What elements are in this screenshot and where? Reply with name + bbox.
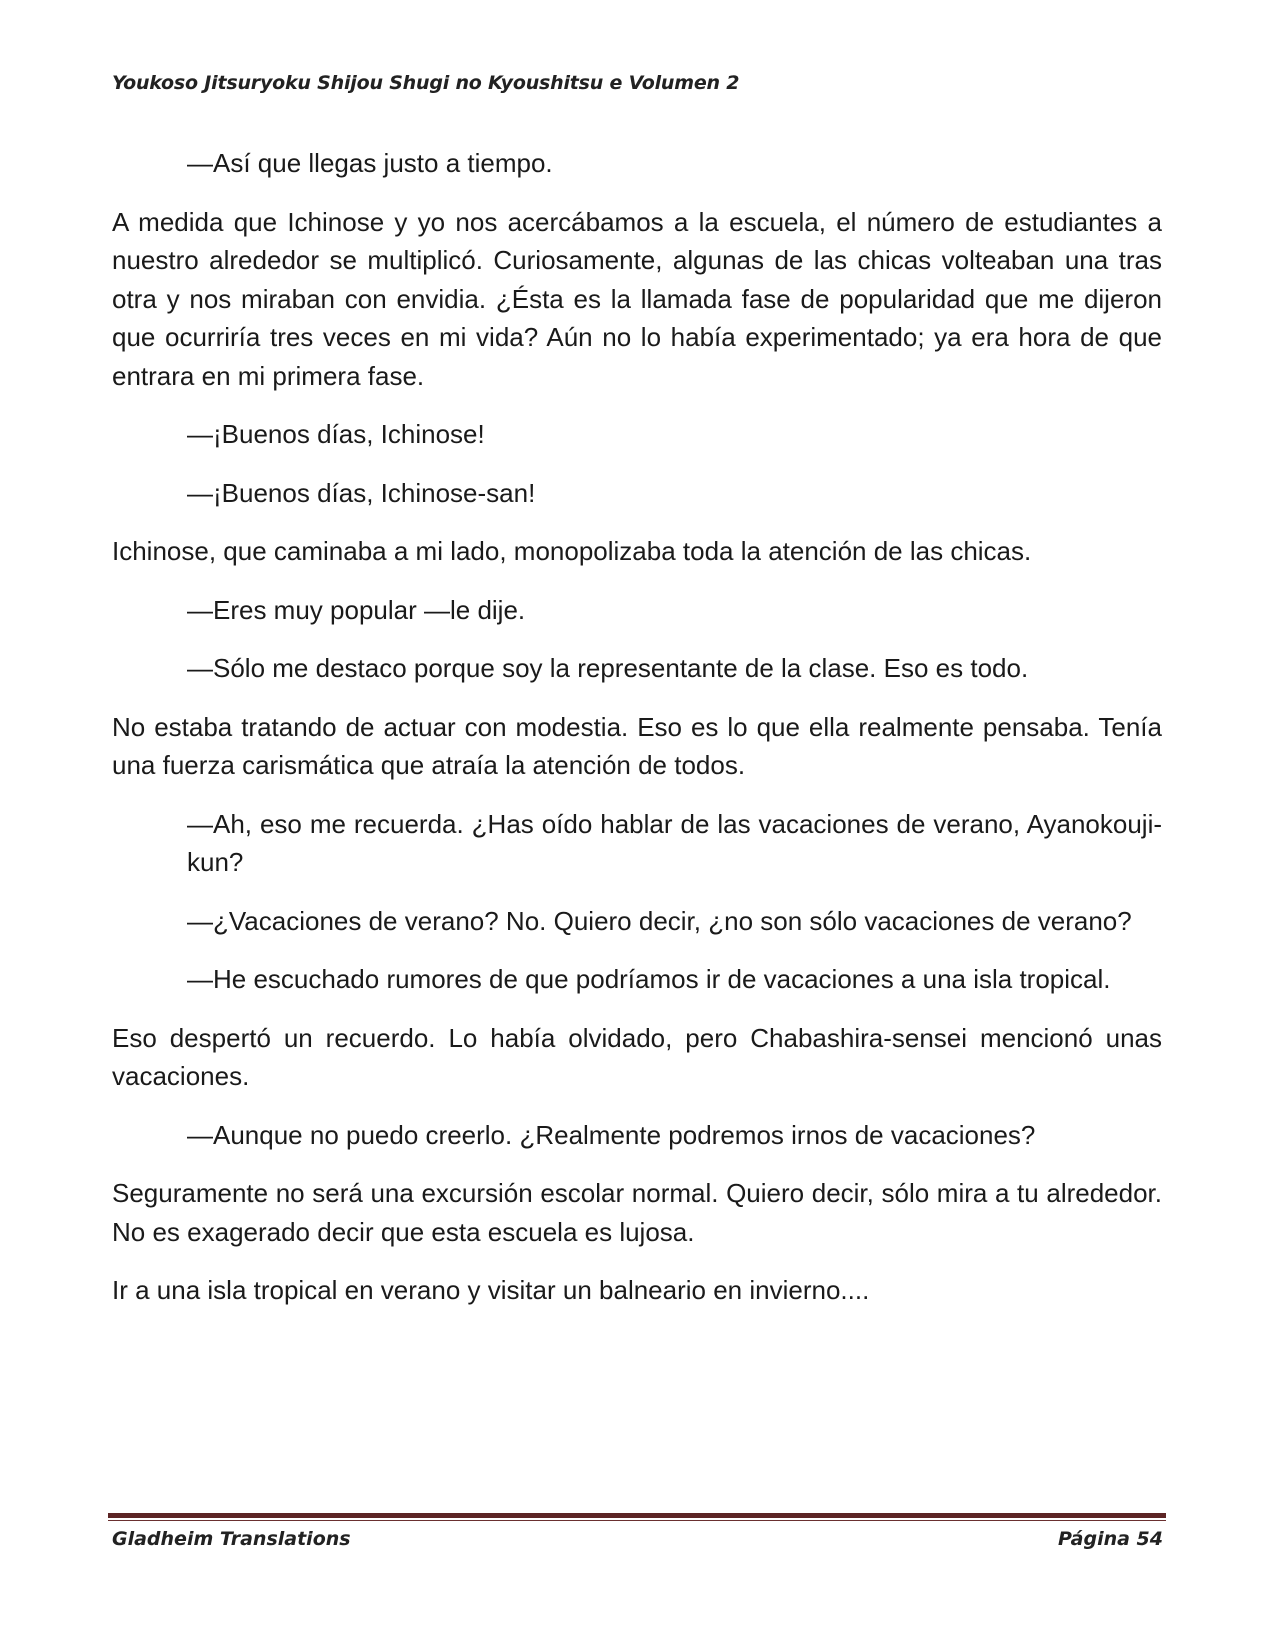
paragraph-12: Eso despertó un recuerdo. Lo había olvidado, pero Chabashira-sensei mencionó unas vacaciones.: [112, 1022, 1162, 1091]
footer-divider: [108, 1513, 1166, 1520]
paragraph-7: —Sólo me destaco porque soy la representante de la clase. Eso es todo.: [187, 653, 1029, 683]
paragraph-3: —¡Buenos días, Ichinose!: [187, 419, 485, 449]
paragraph-5: Ichinose, que caminaba a mi lado, monopolizaba toda la atención de las chicas.: [112, 536, 1032, 566]
footer-page-number: Página 54: [1057, 1528, 1163, 1550]
paragraph-9: —Ah, eso me recuerda. ¿Has oído hablar de las vacaciones de verano, Ayanokouji-kun?: [187, 808, 1162, 877]
page-body: [112, 144, 1162, 1330]
paragraph-13: —Aunque no puedo creerlo. ¿Realmente podremos irnos de vacaciones?: [187, 1119, 1036, 1150]
paragraph-14: Seguramente no será una excursión escolar normal. Quiero decir, sólo mira a tu alrededor. No es exagerado decir que esta escuela es lujosa.: [112, 1178, 1162, 1247]
paragraph-6: —Eres muy popular —le dije.: [187, 594, 526, 625]
footer-translator-credit: Gladheim Translations: [112, 1528, 351, 1550]
page-header-title: Youkoso Jitsuryoku Shijou Shugi no Kyoushitsu e Volumen 2: [112, 72, 740, 94]
paragraph-11: —He escuchado rumores de que podríamos ir de vacaciones a una isla tropical.: [187, 964, 1111, 994]
paragraph-15: Ir a una isla tropical en verano y visitar un balneario en invierno....: [112, 1275, 870, 1305]
paragraph-8: No estaba tratando de actuar con modestia. Eso es lo que ella realmente pensaba. Tenía una fuerza carismática que atraía la atención de todos.: [112, 711, 1162, 780]
paragraph-2: A medida que Ichinose y yo nos acercábamos a la escuela, el número de estudiantes a nuestro alrededor se multiplicó. Curiosamente, algunas de las chicas volteaban una tras otra y nos miraban con envidia. ¿Ésta es la llamada fase de popularidad que me dijeron que ocurriría tres veces en mi vida? Aún no lo había experimentado; ya era hora de que entrara en mi primera fase.: [112, 206, 1162, 391]
paragraph-4: —¡Buenos días, Ichinose-san!: [187, 477, 536, 508]
paragraph-1: —Así que llegas justo a tiempo.: [187, 148, 553, 178]
paragraph-10: —¿Vacaciones de verano? No. Quiero decir, ¿no son sólo vacaciones de verano?: [187, 905, 1132, 936]
